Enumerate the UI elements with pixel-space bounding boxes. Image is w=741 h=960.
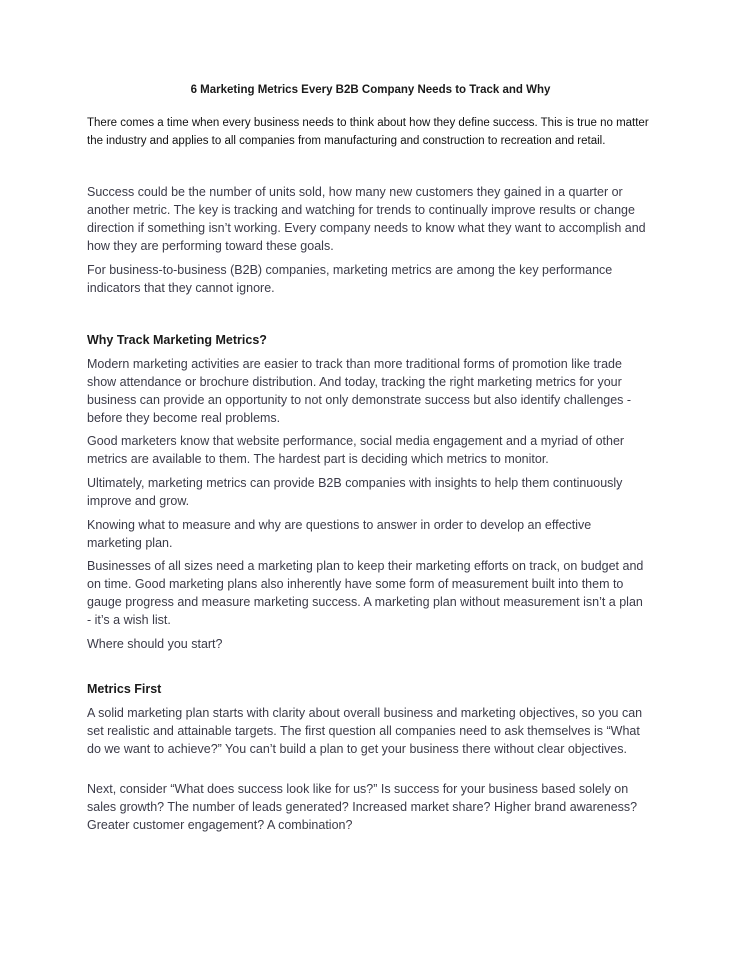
why-track-paragraph-4: Knowing what to measure and why are questions to answer in order to develop an effective marketing plan.	[87, 518, 592, 550]
intro-paragraph-2: For business-to-business (B2B) companies, marketing metrics are among the key performance indicators that they cannot ignore.	[87, 263, 613, 295]
metrics-first-paragraph-1: A solid marketing plan starts with clarity about overall business and marketing objectives, so you can set realistic and attainable targets. The first question all companies need to ask themselves is “What do we want to achieve?” You can’t build a plan to get your business there without clear objectives.	[87, 706, 643, 756]
why-track-paragraph-6: Where should you start?	[87, 637, 223, 651]
lede-paragraph: There comes a time when every business needs to think about how they define success. This is true no matter the industry and applies to all companies from manufacturing and construction to recreation and retail.	[87, 117, 649, 147]
section-heading-metrics-first: Metrics First	[87, 682, 162, 696]
metrics-first-paragraph-2: Next, consider “What does success look like for us?” Is success for your business based solely on sales growth? The number of leads generated? Increased market share? Higher brand awareness? Greater customer engagement? A combination?	[87, 782, 638, 832]
why-track-paragraph-1: Modern marketing activities are easier to track than more traditional forms of promotion like trade show attendance or brochure distribution. And today, tracking the right marketing metrics for your business can provide an opportunity to not only demonstrate success but also identify challenges - before they become real problems.	[87, 357, 632, 425]
intro-paragraph-1: Success could be the number of units sold, how many new customers they gained in a quarter or another metric. The key is tracking and watching for trends to continually improve results or change direction if something isn’t working. Every company needs to know what they want to accomplish and how they are performing toward these goals.	[87, 185, 646, 253]
why-track-paragraph-3: Ultimately, marketing metrics can provide B2B companies with insights to help them continuously improve and grow.	[87, 476, 623, 508]
section-heading-why-track: Why Track Marketing Metrics?	[87, 333, 267, 347]
why-track-paragraph-2: Good marketers know that website performance, social media engagement and a myriad of other metrics are available to them. The hardest part is deciding which metrics to monitor.	[87, 434, 625, 466]
document-title: 6 Marketing Metrics Every B2B Company Needs to Track and Why	[190, 84, 551, 96]
why-track-paragraph-5: Businesses of all sizes need a marketing plan to keep their marketing efforts on track, on budget and on time. Good marketing plans also inherently have some form of measurement built into them to gauge progress and measure marketing success. A marketing plan without measurement isn’t a plan - it’s a wish list.	[87, 559, 644, 627]
